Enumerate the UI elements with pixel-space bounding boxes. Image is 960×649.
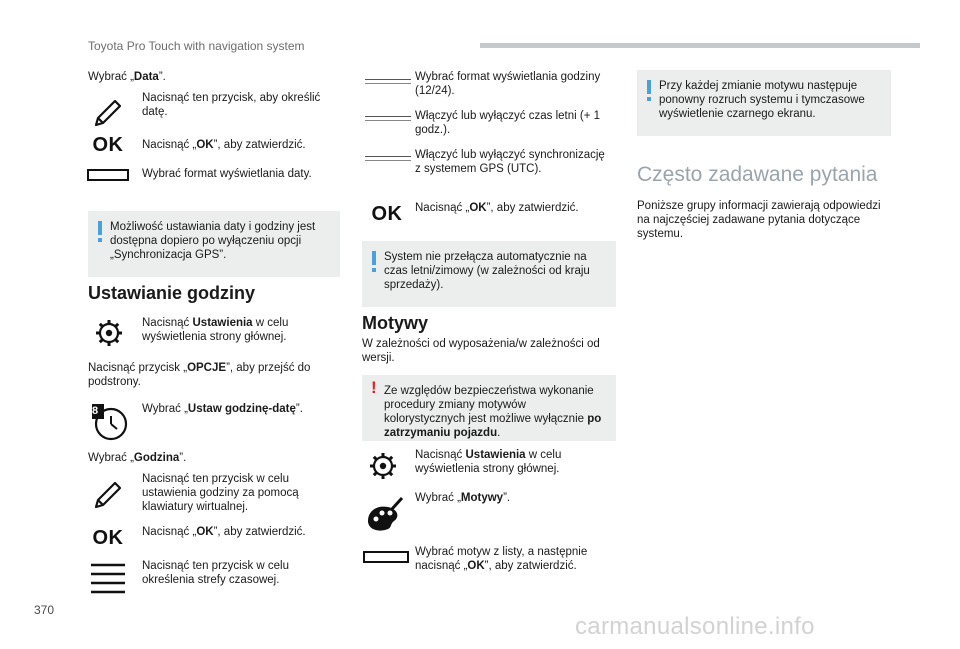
col1-step3: Wybrać format wyświetlania daty. xyxy=(142,168,312,180)
info-note-dst: System nie przełącza automatycznie na czas letni/zimowy (w zależności od kraju sprzedaży). xyxy=(362,241,616,307)
col1-step8: Nacisnąć ten przycisk w celu ustawienia godziny za pomocą klawiatury wirtualnej. xyxy=(142,473,299,513)
heading-czesto-zadawane-pytania: Często zadawane pytania xyxy=(637,163,878,186)
warning-note: ! Ze względów bezpieczeństwa wykonanie procedury zmiany motywów kolorystycznych jest możliwe wyłącznie po zatrzymaniu pojazdu. xyxy=(362,375,616,441)
settings-gear-icon xyxy=(92,316,126,350)
col2-step3: Włączyć lub wyłączyć synchronizację z systemem GPS (UTC). xyxy=(415,149,605,175)
slim-bar-icon xyxy=(364,77,412,85)
col1-step4: Nacisnąć Ustawienia w celu wyświetlenia strony głównej. xyxy=(142,317,289,343)
col1-step5: Nacisnąć przycisk „OPCJE”, aby przejść do podstrony. xyxy=(88,362,311,388)
col2-step5: Nacisnąć Ustawienia w celu wyświetlenia strony głównej. xyxy=(415,449,562,475)
list-icon xyxy=(88,559,128,597)
col1-intro: Wybrać „Data”. xyxy=(88,71,166,83)
settings-gear-icon xyxy=(366,449,400,483)
col1-step2: Nacisnąć „OK”, aby zatwierdzić. xyxy=(142,139,306,151)
pencil-icon xyxy=(88,93,128,133)
col1-step9: Nacisnąć „OK”, aby zatwierdzić. xyxy=(142,526,306,538)
info-note-date: Możliwość ustawiania daty i godziny jest dostępna dopiero po wyłączeniu opcji „Synchronizacja GPS”. xyxy=(88,211,340,277)
col1-step10: Nacisnąć ten przycisk w celu określenia strefy czasowej. xyxy=(142,560,289,586)
info-icon xyxy=(98,221,102,235)
select-bar-icon xyxy=(86,168,130,182)
header-rule xyxy=(480,43,920,48)
ok-icon: OK xyxy=(92,134,124,156)
pencil-icon xyxy=(88,475,128,515)
col1-step7: Wybrać „Godzina”. xyxy=(88,452,187,464)
ok-icon: OK xyxy=(92,527,124,549)
col2-step7: Wybrać motyw z listy, a następnie nacisnąć „OK”, aby zatwierdzić. xyxy=(415,546,588,572)
heading-ustawianie-godziny: Ustawianie godziny xyxy=(88,283,256,303)
col2-step6: Wybrać „Motywy”. xyxy=(415,492,511,504)
col3-body: Poniższe grupy informacji zawierają odpowiedzi na najczęściej zadawane pytania dotyczące systemu. xyxy=(637,200,881,240)
col2-step4: Nacisnąć „OK”, aby zatwierdzić. xyxy=(415,202,579,214)
info-note-theme: Przy każdej zmianie motywu następuje ponowny rozruch systemu i tymczasowe wyświetlenie czarnego ekranu. xyxy=(637,70,891,136)
col2-step2: Włączyć lub wyłączyć czas letni (+ 1 godz.). xyxy=(415,110,601,136)
palette-icon xyxy=(364,494,404,534)
slim-bar-icon xyxy=(364,114,412,122)
col2-sub: W zależności od wyposażenia/w zależności od wersji. xyxy=(362,338,600,364)
clock-badge: 8 xyxy=(92,405,99,417)
warning-icon: ! xyxy=(371,378,377,397)
slim-bar-icon xyxy=(364,154,412,162)
select-bar-icon xyxy=(362,550,410,564)
info-icon xyxy=(647,80,651,94)
page-number: 370 xyxy=(34,603,55,617)
watermark: carmanualsonline.info xyxy=(575,613,815,640)
col1-step1: Nacisnąć ten przycisk, aby określić datę. xyxy=(142,92,321,118)
col1-step6: Wybrać „Ustaw godzinę-datę”. xyxy=(142,403,303,415)
ok-icon: OK xyxy=(371,203,403,225)
info-icon xyxy=(372,251,376,265)
heading-motywy: Motywy xyxy=(362,313,429,333)
col2-step1: Wybrać format wyświetlania godziny (12/24). xyxy=(415,71,601,97)
running-header: Toyota Pro Touch with navigation system xyxy=(88,39,305,53)
